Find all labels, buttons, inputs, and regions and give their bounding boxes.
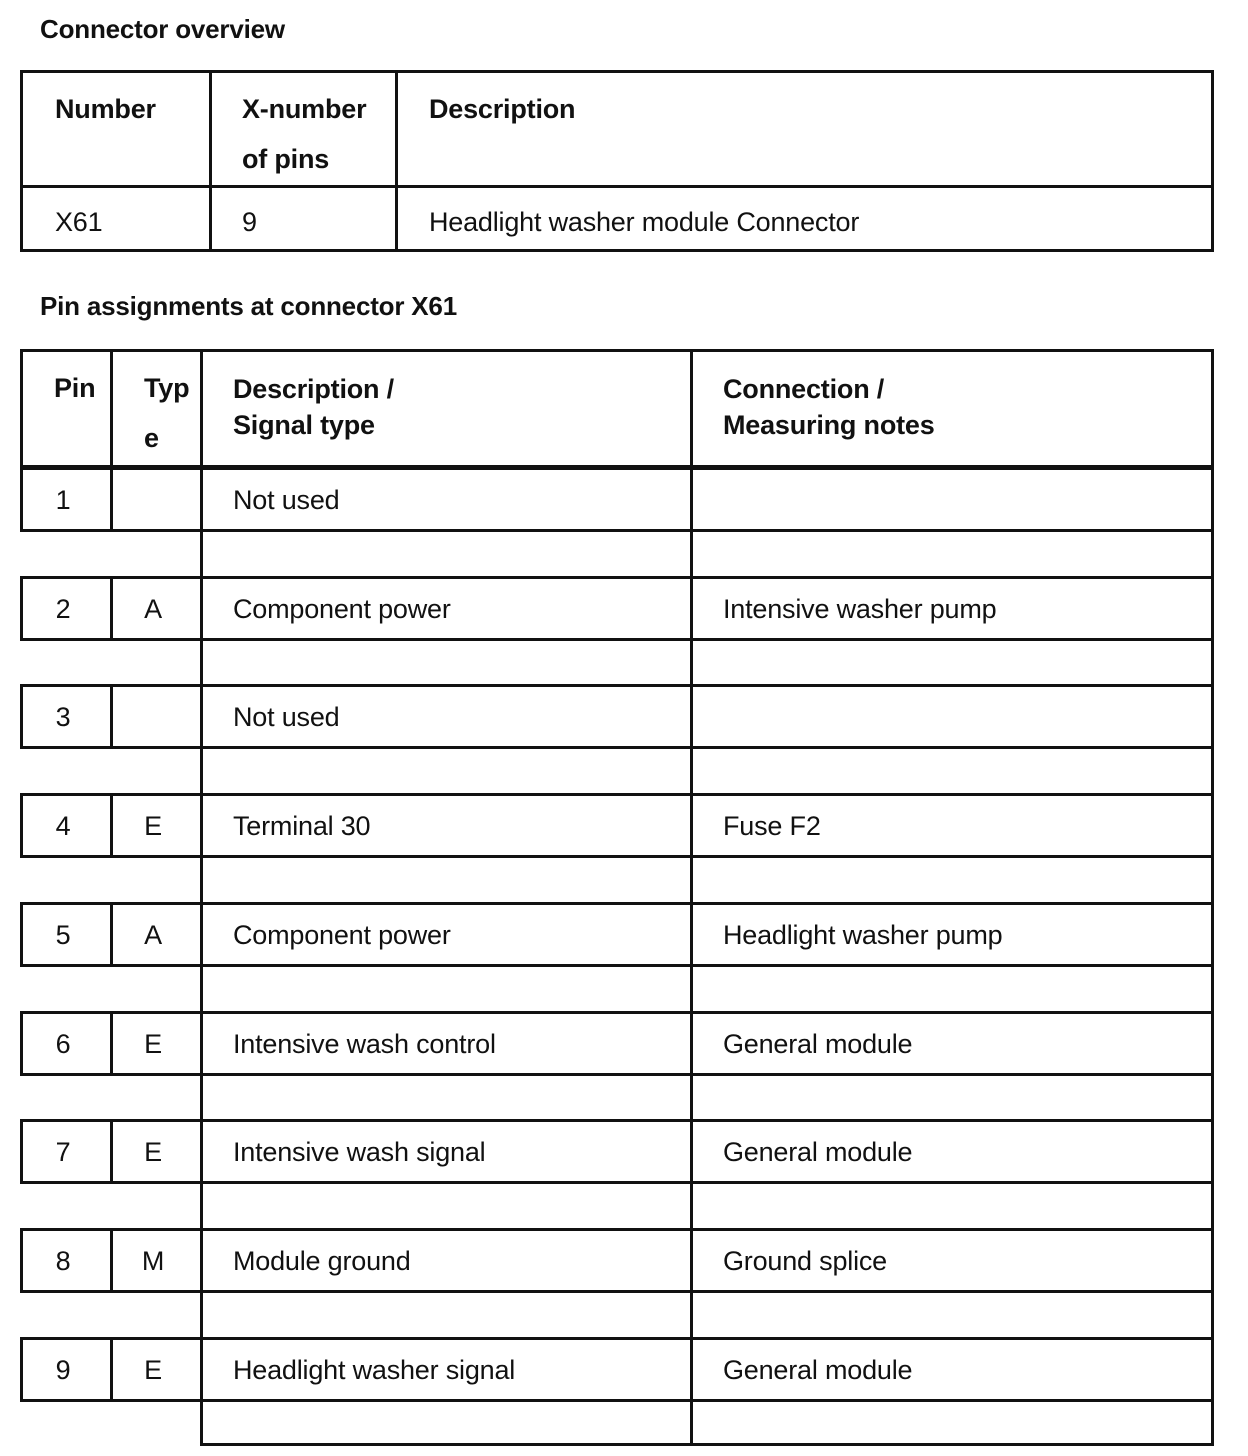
- pin-description: Intensive wash control: [233, 1029, 496, 1059]
- pin-connection: General module: [723, 1029, 913, 1059]
- pin-number: 4: [55, 811, 71, 841]
- pin-description: Not used: [233, 485, 340, 515]
- description-header: Description / Signal type: [233, 374, 394, 440]
- pin-assignments-heading: Pin assignments at connector X61: [40, 291, 457, 321]
- pin-type: E: [144, 1029, 162, 1059]
- overview-header-number: Number: [55, 94, 156, 124]
- pin-description: Component power: [233, 920, 451, 950]
- pin-description: Not used: [233, 702, 340, 732]
- pin-number: 3: [55, 702, 71, 732]
- pin-type: E: [144, 1355, 162, 1385]
- pin-number: 8: [55, 1246, 71, 1276]
- pin-connection: Fuse F2: [723, 811, 821, 841]
- pin-connection: General module: [723, 1137, 913, 1167]
- pin-connection: Intensive washer pump: [723, 594, 997, 624]
- overview-pins: 9: [242, 207, 257, 237]
- pin-type: E: [144, 1137, 162, 1167]
- pin-header: Pin: [54, 373, 96, 403]
- connector-overview-heading: Connector overview: [40, 14, 285, 44]
- pin-connection: Ground splice: [723, 1246, 887, 1276]
- overview-number: X61: [55, 207, 103, 237]
- pin-number: 2: [55, 594, 71, 624]
- pin-description: Module ground: [233, 1246, 411, 1276]
- pin-number: 7: [55, 1137, 71, 1167]
- pin-number: 1: [55, 485, 71, 515]
- pin-connection: Headlight washer pump: [723, 920, 1003, 950]
- pin-type: M: [141, 1246, 165, 1276]
- pin-connection: General module: [723, 1355, 913, 1385]
- pin-number: 9: [55, 1355, 71, 1385]
- pin-number: 6: [55, 1029, 71, 1059]
- overview-header-pins: X-number of pins: [242, 94, 367, 174]
- overview-header-description: Description: [429, 94, 576, 124]
- pin-description: Component power: [233, 594, 451, 624]
- pin-type: E: [144, 811, 162, 841]
- pin-type: A: [144, 594, 162, 624]
- type-header: Typ e: [144, 373, 190, 453]
- pin-number: 5: [55, 920, 71, 950]
- pin-description: Headlight washer signal: [233, 1355, 516, 1385]
- overview-description: Headlight washer module Connector: [429, 207, 860, 237]
- connection-header: Connection / Measuring notes: [723, 374, 935, 440]
- pin-description: Terminal 30: [233, 811, 371, 841]
- pin-type: A: [144, 920, 162, 950]
- pin-description: Intensive wash signal: [233, 1137, 486, 1167]
